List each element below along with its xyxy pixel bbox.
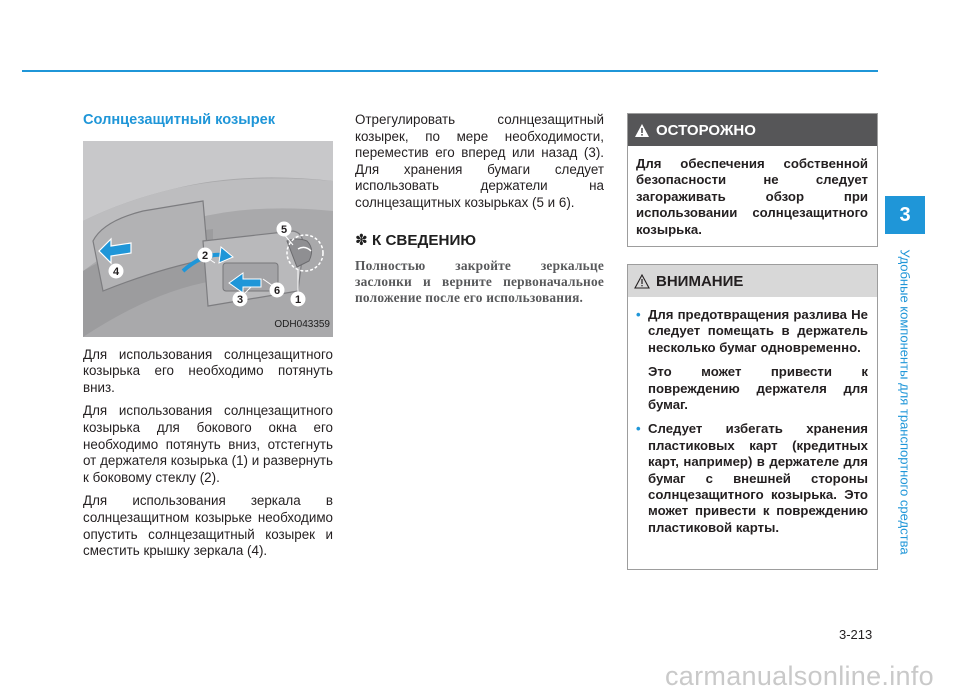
callout-4: 4 [112, 265, 120, 278]
callout-6: 6 [273, 284, 281, 297]
caution-header [628, 265, 877, 297]
callout-3: 3 [236, 293, 244, 306]
chapter-tab: 3 [885, 196, 925, 234]
paragraph-adjust: Отрегулировать солнцезащитный козырек, по мере необходимости, переместив его вперед или назад (3). Для хранения бумаги следует использовать держатели на солнцезащитных козырьках (5 и 6). [355, 112, 604, 210]
sun-visor-illustration [83, 141, 333, 337]
bullet-dot: • [636, 421, 641, 437]
callout-5: 5 [280, 223, 288, 236]
caution-bullet-1-sub: Это может привести к повреждению держателя для бумаг. [648, 364, 868, 413]
section-title: Солнцезащитный козырек [83, 112, 276, 128]
figure-code: ODH043359 [274, 319, 330, 330]
paragraph-pull-down: Для использования солнцезащитного козырька его необходимо потянуть вниз. [83, 346, 333, 395]
watermark: carmanualsonline.info [665, 661, 934, 691]
info-text: Полностью закройте зеркальце заслонки и верните первоначальное положение после его использования. [355, 258, 604, 305]
caution-triangle-icon [634, 274, 650, 289]
info-heading [355, 233, 604, 250]
chapter-side-title: Удобные компоненты для транспортного средства [897, 249, 913, 555]
page-number: 3-213 [839, 627, 873, 642]
warning-triangle-icon [634, 123, 650, 138]
paragraph-mirror: Для использования зеркала в солнцезащитном козырьке необходимо опустить солнцезащитный козырек и сместить крышку зеркала (4). [83, 493, 333, 559]
left-column [83, 112, 333, 560]
warning-box [627, 113, 878, 247]
caution-bullet-2 [636, 421, 868, 536]
caution-body [628, 297, 877, 536]
illustration-svg [83, 141, 333, 337]
caution-title: ВНИМАНИЕ [656, 272, 744, 290]
caution-bullet-1 [636, 307, 868, 356]
callout-2: 2 [201, 249, 209, 262]
top-rule [22, 70, 878, 72]
callout-1: 1 [294, 293, 302, 306]
warning-title: ОСТОРОЖНО [656, 121, 756, 139]
warning-text: Для обеспечения собственной безопасности не следует загораживать обзор при использовании солнцезащитного козырька. [636, 156, 868, 237]
info-heading-text: К СВЕДЕНИЮ [371, 231, 477, 249]
caution-box [627, 264, 878, 570]
info-symbol: ✽ [355, 231, 368, 249]
warning-body [628, 146, 877, 238]
middle-column [355, 112, 604, 305]
caution-bullet-2-text: Следует избегать хранения пластиковых карт (кредитных карт, например) в держателе для бумаг с внешней стороны солнцезащитного козырька. Это может привести к повреждению пластиковой карты. [648, 421, 868, 535]
paragraph-side-window: Для использования солнцезащитного козырька для бокового окна его необходимо потянуть вниз, отстегнуть от держателя козырька (1) и развернуть к боковому стеклу (2). [83, 403, 333, 485]
warning-header [628, 114, 877, 146]
bullet-dot: • [636, 307, 641, 322]
caution-bullet-1-text: Для предотвращения разлива Не следует помещать в держатель несколько бумаг одновременно. [648, 307, 868, 355]
